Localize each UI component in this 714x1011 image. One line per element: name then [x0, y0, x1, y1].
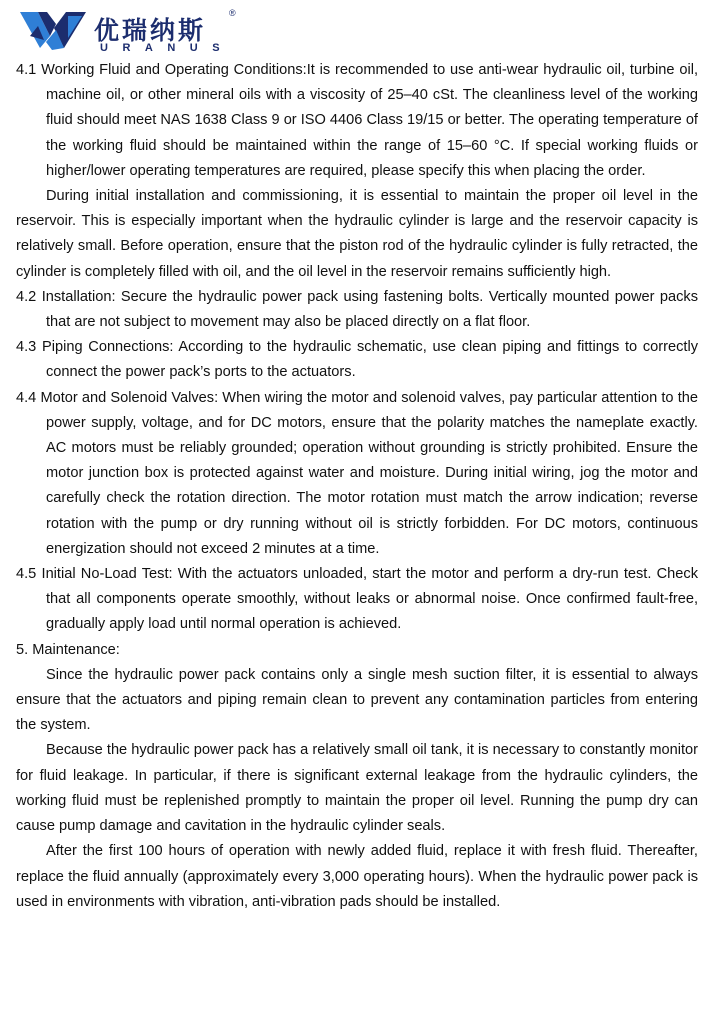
logo-chinese-name: 优瑞纳斯	[94, 16, 207, 45]
paragraph-4-3-piping-connections: 4.3 Piping Connections: According to the hydraulic schematic, use clean piping and fittings to correctly connect the power pack’s ports to the actuators.	[16, 339, 698, 381]
uranus-logo-icon	[16, 6, 92, 54]
paragraph-4-2-installation: 4.2 Installation: Secure the hydraulic power pack using fastening bolts. Vertically mounted power packs that are not subject to movement may also be placed directly on a flat floor.	[16, 288, 698, 331]
logo-english-name: URANUS	[100, 42, 235, 54]
heading-5-maintenance: 5. Maintenance:	[16, 641, 120, 658]
registered-trademark-mark: ®	[229, 8, 236, 18]
logo-wordmark	[94, 6, 254, 58]
company-logo	[16, 6, 698, 58]
paragraph-initial-commissioning: During initial installation and commissioning, it is essential to maintain the proper oil level in the reservoir. This is especially important when the hydraulic cylinder is large and the reservoir capacity is relatively small. Before operation, ensure that the piston rod of the hydraulic cylinder is fully retracted, the cylinder is completely filled with oil, and the oil level in the reservoir remains sufficiently high.	[16, 188, 698, 280]
paragraph-maintenance-leakage: Because the hydraulic power pack has a relatively small oil tank, it is necessary to constantly monitor for fluid leakage. In particular, if there is significant external leakage from the hydraulic cylinders, the working fluid must be replenished promptly to maintain the proper oil level. Running the pump dry can cause pump damage and cavitation in the hydraulic cylinder seals.	[16, 742, 698, 835]
paragraph-4-5-no-load-test: 4.5 Initial No-Load Test: With the actuators unloaded, start the motor and perform a dry-run test. Check that all components operate smoothly, without leaks or abnormal noise. Once confirmed fault-free, gradually apply load until normal operation is achieved.	[16, 566, 698, 633]
paragraph-maintenance-filter: Since the hydraulic power pack contains only a single mesh suction filter, it is essential to always ensure that the actuators and piping remain clean to prevent any contamination particles from entering the system.	[16, 666, 698, 734]
paragraph-4-4-motor-solenoid-valves: 4.4 Motor and Solenoid Valves: When wiring the motor and solenoid valves, pay particular attention to the power supply, voltage, and for DC motors, ensure that the polarity matches the nameplate exactly. AC motors must be reliably grounded; operation without grounding is strictly prohibited. Ensure the motor junction box is protected against water and moisture. During initial wiring, jog the motor and carefully check the rotation direction. The motor rotation must match the arrow indication; reverse rotation with the pump or dry running without oil is strictly forbidden. For DC motors, continuous energization should not exceed 2 minutes at a time.	[16, 389, 698, 557]
paragraph-4-1-working-fluid: 4.1 Working Fluid and Operating Conditions:It is recommended to use anti-wear hydraulic oil, turbine oil, machine oil, or other mineral oils with a viscosity of 25–40 cSt. The cleanliness level of the working fluid should meet NAS 1638 Class 9 or ISO 4406 Class 19/15 or better. The operating temperature of the working fluid should be maintained within the range of 15–60 °C. If special working fluids or higher/lower operating temperatures are required, please specify this when placing the order.	[16, 62, 698, 179]
paragraph-maintenance-fluid-replacement: After the first 100 hours of operation with newly added fluid, replace it with fresh fluid. Thereafter, replace the fluid annually (approximately every 3,000 operating hours). When the hydraulic power pack is used in environments with vibration, anti-vibration pads should be installed.	[16, 843, 698, 910]
document-body	[16, 58, 698, 915]
